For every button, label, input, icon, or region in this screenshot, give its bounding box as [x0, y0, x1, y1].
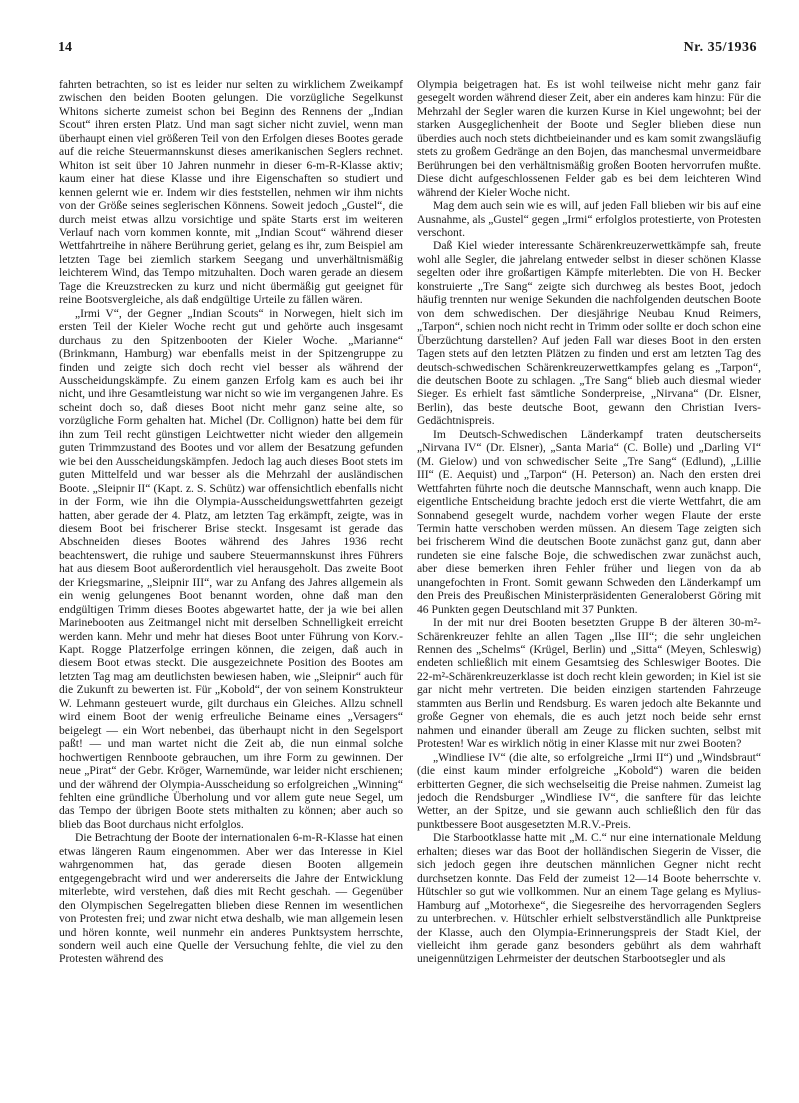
paragraph: „Windliese IV“ (die alte, so erfolgreiche „Irmi II“) und „Windsbraut“ (die einst kaum minder erfolgreiche „Kobold“) waren die beiden erbitterten Gegner, die sich wechselseitig die Preise nahmen. Zumeist lag jedoch die Rendsburger „Windliese IV“, die sanftere für das leichte Wetter, an der Spitze, und sie gewann auch schließlich den für das punktbessere Boot ausgesetzten M.R.V.-Preis. — [417, 750, 761, 831]
paragraph: „Irmi V“, der Gegner „Indian Scouts“ in Norwegen, hielt sich im ersten Teil der Kieler Woche recht gut und gehörte auch insgesamt durchaus zu den Spitzenbooten der Kieler Woche. „Marianne“ (Brinkmann, Hamburg) war ebenfalls meist in der Spitzengruppe zu finden und zeigte sich doch recht viel besser als während der Ausscheidungskämpfe. Zu einem ganzen Erfolg kam es auch bei ihr nicht, und ihre Gesamtleistung war nicht so wie im vergangenen Jahre. Es scheint doch so, daß dieses Boot nicht mehr ganz seine alte, so vorzügliche Form gehalten hat. Michel (Dr. Collignon) hatte bei dem für ihn zum Teil recht günstigen Leichtwetter nicht wieder den allgemein guten Trimmzustand des Bootes und vor allem der Besatzung gefunden wie bei den Ausscheidungskämpfen. Jedoch lag auch dieses Boot stets im guten Mittelfeld und war besser als die Mehrzahl der ausländischen Boote. „Sleipnir II“ (Kapt. z. S. Schütz) war offensichtlich ebenfalls nicht in der Form, wie ihn die Olympia-Ausscheidungswettfahrten gezeigt hatten, aber gerade der 4. Platz, am letzten Tag erkämpft, zeigte, was in diesem Boot bei frischerer Brise steckt. Insgesamt ist gerade das Abschneiden dieses Bootes während des Jahres 1936 recht beachtenswert, die ruhige und saubere Steuermannskunst ihres Führers hat aus diesem Boot außerordentlich viel herausgeholt. Das zweite Boot der Kriegsmarine, „Sleipnir III“, war zu Anfang des Jahres allgemein als ein wenig gelungenes Boot benannt worden, ohne daß man den endgültigen Trimm dieses Bootes abgewartet hatte, der ja wie bei allen Marinebooten aus Zeitmangel nicht mit derselben Schnelligkeit erreicht werden kann. Mehr und mehr hat dieses Boot unter Führung von Korv.-Kapt. Rogge Platzerfolge erringen können, die zeigen, daß auch in diesem Boot etwas steckt. Die ausgezeichnete Position des Bootes am letzten Tag mag am deutlichsten bewiesen haben, wie „Sleipnir“ auch für die Zukunft zu bewerten ist. Für „Kobold“, der von seinem Konstrukteur W. Lehmann gesteuert wurde, gilt durchaus ein Gleiches. Allzu schnell wird einem Boot der wenig erfreuliche Beiname eines „Versagers“ beigelegt — ein Wort nebenbei, das überhaupt nicht in den Segelsport paßt! — und man wartet nicht die Zeit ab, die nun einmal solche hochwertigen Rennboote gebrauchen, um ihre Form zu gewinnen. Der neue „Pirat“ der Gebr. Kröger, Warnemünde, war leider nicht erschienen; und der während der Olympia-Ausscheidung so erfolgreichen „Winning“ fehlten eine gründliche Überholung und vor allem gute neue Segel, um das Tempo der übrigen Boote stets mithalten zu können; aber auch so blieb das Boot durchaus nicht erfolglos. — [59, 306, 403, 831]
paragraph: Die Starbootklasse hatte mit „M. C.“ nur eine internationale Meldung erhalten; dieses war das Boot der holländischen Siegerin de Visser, die sich jedoch gegen ihre deutschen männlichen Gegner nicht recht durchsetzen konnte. Das Feld der zumeist 12—14 Boote beherrschte v. Hütschler so gut wie vollkommen. Nur an einem Tage gelang es Mylius-Hamburg auf „Motorhexe“, die Siegesreihe des hervorragenden Seglers zu unterbrechen. v. Hütschler erhielt selbstverständlich alle Punktpreise der Klasse, auch den Olympia-Erinnerungspreis der Stadt Kiel, der vielleicht ihm gerade ganz besonders gebührt als dem wahrhaft uneigennützigen Lehrmeister der deutschen Starbootsegler und als — [417, 831, 761, 966]
paragraph: Im Deutsch-Schwedischen Länderkampf traten deutscherseits „Nirvana IV“ (Dr. Elsner), „Santa Maria“ (C. Bolle) und „Darling VI“ (M. Gielow) und von schwedischer Seite „Tre Sang“ (Edlund), „Lillie III“ (E. Aequist) und „Tarpon“ (H. Peterson) an. Nach den ersten drei Wettfahrten führte noch die deutsche Mannschaft, wenn auch knapp. Die eigentliche Entscheidung brachte jedoch erst die vierte Wettfahrt, die am Sonnabend gesegelt wurde, nachdem vorher wegen Flaute der erste Termin hatte verschoben werden müssen. An diesem Tage zeigten sich bei frischerem Wind die deutschen Boote zunächst ganz gut, dann aber rundeten sie eine falsche Boje, die schwedischen zwar zunächst auch, aber diese bemerken ihren Fehler früher und liegen von da ab unangefochten in Front. Somit gewann Schweden den Länderkampf um den Preis des Preußischen Ministerpräsidenten Generaloberst Göring mit 46 Punkten gegen Deutschland mit 37 Punkten. — [417, 427, 761, 616]
paragraph: Die Betrachtung der Boote der internationalen 6-m-R-Klasse hat einen etwas längeren Raum eingenommen. Aber wer das Interesse in Kiel wahrgenommen hat, das gerade diesen Booten allgemein entgegengebracht wird und wer andererseits die Jahre der Entwicklung miterlebte, wird verstehen, daß dies mit Recht geschah. — Gegenüber den Olympischen Segelregatten blieben diese Rennen im wesentlichen von Protesten frei; und zwar nicht etwa deshalb, wie man allgemein lesen und hören konnte, weil nunmehr ein anderes Punktsystem herrschte, sondern weil auch eine Quelle der Versuchung fehlte, die viel zu den Protesten während des — [59, 831, 403, 966]
page-number: 14 — [58, 40, 72, 55]
paragraph: Daß Kiel wieder interessante Schärenkreuzerwettkämpfe sah, freute wohl alle Segler, die jahrelang entweder selbst in dieser schönen Klasse segelten oder ihre großartigen Kämpfe miterlebten. Die von H. Becker konstruierte „Tre Sang“ zeigte sich durchweg als bestes Boot, jedoch häufig trennten nur wenige Sekunden die nachfolgenden deutschen Boote von dem schwedischen. Der diesjährige Neubau Knud Reimers, „Tarpon“, schien noch nicht recht in Trimm oder sollte er doch schon eine Überzüchtung darstellen? Auf jeden Fall war dieses Boot in den ersten Tagen stets auf den letzten Plätzen zu finden und erst am letzten Tag des deutsch-schwedischen Schärenkreuzerwettkampfes gelang es „Tarpon“, die deutschen Boote zu schlagen. „Tre Sang“ blieb auch diesmal wieder Sieger. Es erhielt fast sämtliche Sonderpreise, „Nirvana“ (Dr. Elsner, Berlin), das beste deutsche Boot, gewann den Christian Ivers-Gedächtnispreis. — [417, 239, 761, 428]
left-column — [59, 78, 403, 1088]
paragraph: In der mit nur drei Booten besetzten Gruppe B der älteren 30-m²-Schärenkreuzer fehlte an allen Tagen „Ilse III“; die sehr ungleichen Rennen des „Schelms“ (Krügel, Berlin) und „Sitta“ (Meyen, Schleswig) endeten schließlich mit einem Gesamtsieg des Schleswiger Bootes. Die 22-m²-Schärenkreuzerklasse ist doch recht klein geworden; in Kiel ist sie gar nicht mehr vertreten. Die beiden einzigen startenden Fahrzeuge stammten aus Berlin und Rendsburg. Es waren jedoch alte Bekannte und große Gegner von ehemals, die es auch jetzt noch beide sehr ernst nahmen und einander überall am Zeuge zu flicken suchten, selbst mit Protesten! War es wirklich nötig in einer Klasse mit nur zwei Booten? — [417, 616, 761, 751]
paragraph: fahrten betrachten, so ist es leider nur selten zu wirklichem Zweikampf zwischen den beiden Booten gelungen. Die vorzügliche Segelkunst Whitons sicherte zumeist schon bei Beginn des Rennens der „Indian Scout“ ihren ersten Platz. Und man sagt sicher nicht zuviel, wenn man überhaupt einen viel größeren Teil von den Erfolgen dieses Bootes gerade auf die reiche Steuermannskunst dieses amerikanischen Seglers rechnet. Whiton ist seit über 10 Jahren nunmehr in dieser 6-m-R-Klasse aktiv; kaum einer hat diese Klasse und ihre Eigenschaften so studiert und kennen gelernt wie er. Indem wir dies feststellen, nehmen wir ihm nichts von der Größe seines seglerischen Könnens. Soweit jedoch „Gustel“, die durch meist etwas allzu vorsichtige und späte Starts erst im weiteren Verlauf nach vorn kommen konnte, mit „Indian Scout“ während dieser Wettfahrtreihe in nähere Berührung geriet, gelang es ihr, zum Beispiel am letzten Tage bei ziemlich starkem Seegang und unverhältnismäßig leichterem Wind, das Tempo mitzuhalten. Doch waren gerade an diesem Tage die Kreuzstrecken zu kurz und nicht übermäßig gut geeignet für reine Bootsvergleiche, als daß endgültige Urteile zu fällen wären. — [59, 78, 403, 307]
page-header — [58, 40, 757, 64]
paragraph: Olympia beigetragen hat. Es ist wohl teilweise nicht mehr ganz fair gesegelt worden während dieser Zeit, aber ein anderes kam hinzu: Für die Mehrzahl der Segler waren die kurzen Kurse in Kiel ungewohnt; bei der starken Ausgeglichenheit der Boote und Segler blieben diese nun überdies auch noch stets dichtbeieinander und es kam somit zwangsläufig stets zu großem Gedränge an den Bojen, das manchesmal unvermeidbare Berührungen bei den verhältnismäßig großen Booten hervorrufen mußte. Diese dicht aufgeschlossenen Felder gab es bei dem leichteren Wind während der Kieler Woche nicht. — [417, 78, 761, 199]
right-column — [417, 78, 761, 1088]
paragraph: Mag dem auch sein wie es will, auf jeden Fall blieben wir bis auf eine Ausnahme, als „Gustel“ gegen „Irmi“ erfolglos protestierte, von Protesten verschont. — [417, 199, 761, 239]
issue-number: Nr. 35/1936 — [683, 40, 757, 55]
